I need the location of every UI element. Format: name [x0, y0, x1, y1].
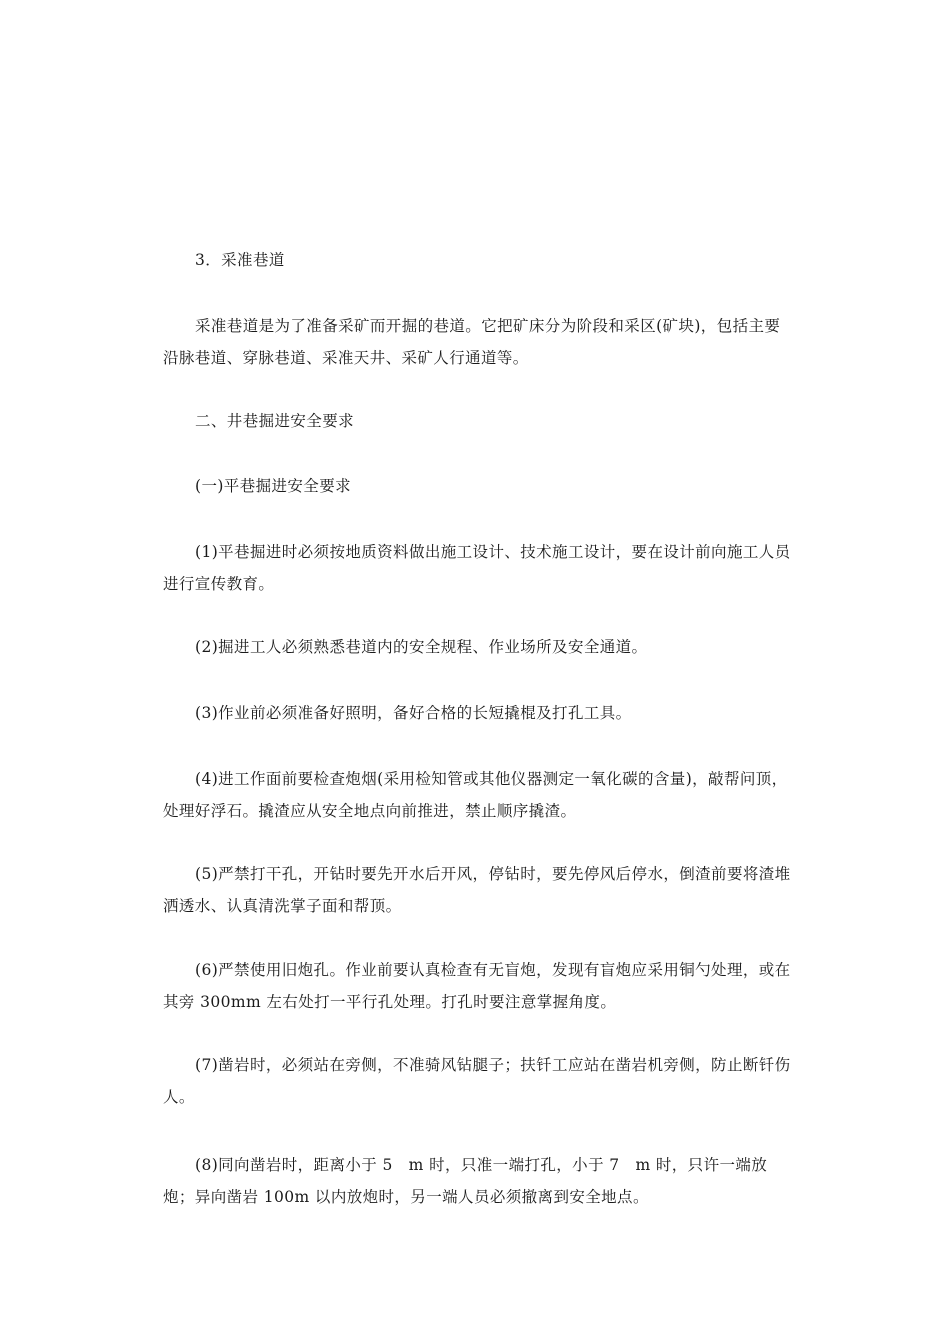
section-heading-3: 3．采准巷道: [195, 251, 285, 269]
paragraph-mining-roadway-definition: 采准巷道是为了准备采矿而开掘的巷道。它把矿床分为阶段和采区(矿块)，包括主要沿脉巷道、穿脉巷道、采准天井、采矿人行通道等。: [163, 317, 781, 367]
rule-item-3: (3)作业前必须准备好照明，备好合格的长短撬棍及打孔工具。: [195, 704, 632, 722]
rule-item-5: (5)严禁打干孔，开钻时要先开水后开风，停钻时，要先停风后停水，倒渣前要将渣堆洒透水、认真清洗掌子面和帮顶。: [163, 865, 791, 915]
chapter-heading-2: 二、井巷掘进安全要求: [195, 412, 355, 430]
rule-item-6: (6)严禁使用旧炮孔。作业前要认真检查有无盲炮，发现有盲炮应采用铜勺处理，或在其旁 300mm 左右处打一平行孔处理。打孔时要注意掌握角度。: [163, 961, 791, 1011]
rule-item-7: (7)凿岩时，必须站在旁侧，不准骑风钻腿子；扶钎工应站在凿岩机旁侧，防止断钎伤人。: [163, 1056, 791, 1106]
rule-item-2: (2)掘进工人必须熟悉巷道内的安全规程、作业场所及安全通道。: [195, 638, 648, 656]
rule-item-4: (4)进工作面前要检查炮烟(采用检知管或其他仪器测定一氧化碳的含量)，敲帮问顶，处理好浮石。撬渣应从安全地点向前推进，禁止顺序撬渣。: [163, 770, 788, 820]
rule-item-1: (1)平巷掘进时必须按地质资料做出施工设计、技术施工设计，要在设计前向施工人员进行宣传教育。: [163, 543, 791, 593]
rule-item-8: (8)同向凿岩时，距离小于 5 m 时，只准一端打孔，小于 7 m 时，只许一端放炮；异向凿岩 100m 以内放炮时，另一端人员必须撤离到安全地点。: [163, 1156, 768, 1206]
subsection-heading-1: (一)平巷掘进安全要求: [195, 477, 351, 495]
